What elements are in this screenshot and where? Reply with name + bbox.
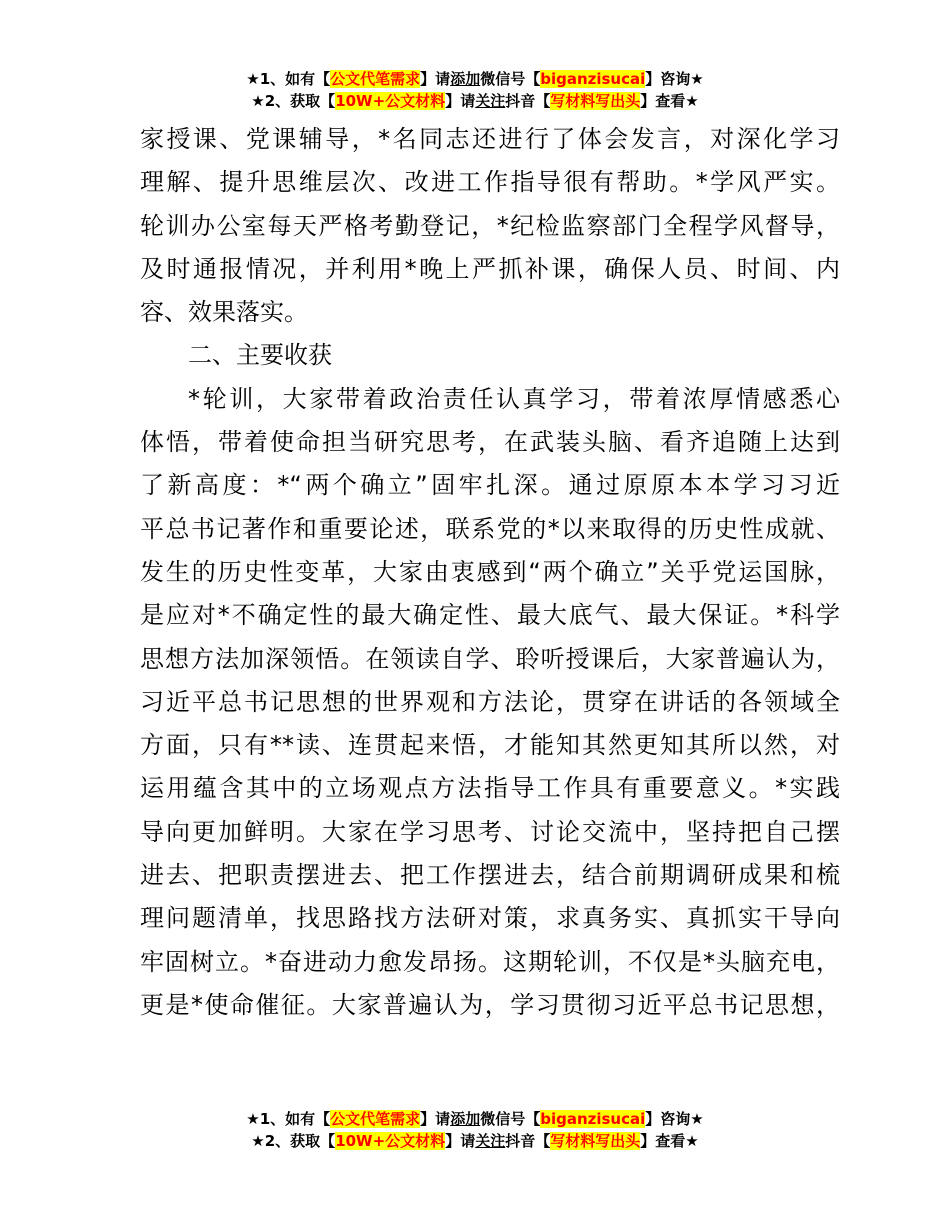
footer-banner [0,1108,950,1152]
highlight-douyin-account: 写材料写出头 [550,1132,641,1150]
highlight-wechat-id: biganzisucai [540,70,646,88]
banner-line-1: ★1、如有【公文代笔需求】请添加微信号【biganzisucai】咨询★ [246,1110,704,1128]
body-line: 习近平总书记思想的世界观和方法论，贯穿在讲话的各领域全 [140,687,840,716]
body-line: 平总书记著作和重要论述，联系党的*以来取得的历史性成就、 [140,514,840,543]
header-banner [0,68,950,112]
highlight-wechat-id: biganzisucai [540,1110,646,1128]
body-line: 轮训办公室每天严格考勤登记，*纪检监察部门全程学风督导， [140,211,840,240]
body-line: 及时通报情况，并利用*晚上严抓补课，确保人员、时间、内 [140,254,840,283]
body-line: 方面，只有**读、连贯起来悟，才能知其然更知其所以然，对 [140,731,840,760]
section-heading: 二、主要收获 [188,341,332,370]
body-line: 运用蕴含其中的立场观点方法指导工作具有重要意义。*实践 [140,774,840,803]
body-line: 发生的历史性变革，大家由衷感到“两个确立”关乎党运国脉， [140,557,840,586]
body-line: 是应对*不确定性的最大确定性、最大底气、最大保证。*科学 [140,601,840,630]
highlight-materials: 10W+公文材料 [335,1132,446,1150]
banner-line-2: ★2、获取【10W+公文材料】请关注抖音【写材料写出头】查看★ [251,1132,699,1150]
body-line: *轮训，大家带着政治责任认真学习，带着浓厚情感悉心 [188,384,840,413]
document-body [140,118,840,1027]
body-line: 导向更加鲜明。大家在学习思考、讨论交流中，坚持把自己摆 [140,817,840,846]
body-line: 进去、把职责摆进去、把工作摆进去，结合前期调研成果和梳 [140,861,840,890]
body-line: 家授课、党课辅导，*名同志还进行了体会发言，对深化学习 [140,125,840,153]
highlight-ghostwriting: 公文代笔需求 [330,1110,421,1128]
body-line: 更是*使命催征。大家普遍认为，学习贯彻习近平总书记思想， [140,990,840,1019]
body-line: 牢固树立。*奋进动力愈发昂扬。这期轮训，不仅是*头脑充电， [140,947,840,976]
body-line: 思想方法加深领悟。在领读自学、聆听授课后，大家普遍认为， [140,644,840,673]
body-line: 容、效果落实。 [140,298,308,327]
highlight-douyin-account: 写材料写出头 [550,92,641,110]
highlight-ghostwriting: 公文代笔需求 [330,70,421,88]
banner-line-1: ★1、如有【公文代笔需求】请添加微信号【biganzisucai】咨询★ [246,70,704,88]
body-line: 理解、提升思维层次、改进工作指导很有帮助。*学风严实。 [140,168,840,197]
body-line: 理问题清单，找思路找方法研对策，求真务实、真抓实干导向 [140,904,840,933]
body-line: 体悟，带着使命担当研究思考，在武装头脑、看齐追随上达到 [140,428,840,457]
body-line: 了新高度：*“两个确立”固牢扎深。通过原原本本学习习近 [140,471,840,500]
highlight-materials: 10W+公文材料 [335,92,446,110]
banner-line-2: ★2、获取【10W+公文材料】请关注抖音【写材料写出头】查看★ [251,92,699,110]
